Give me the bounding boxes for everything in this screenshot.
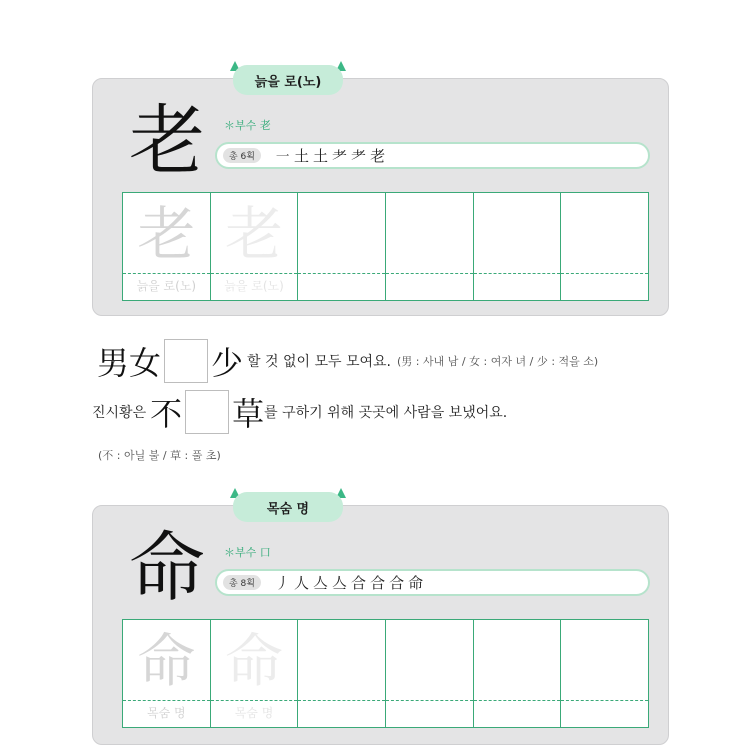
stroke-step: 土	[313, 147, 329, 165]
sentence-text: 를 구하기 위해 곳곳에 사람을 보냈어요.	[264, 405, 508, 421]
guide-line	[386, 273, 473, 274]
main-hanja: 老	[129, 96, 205, 185]
practice-cell[interactable]	[561, 193, 648, 300]
stroke-step: 亼	[332, 574, 348, 592]
card-title-tab	[233, 65, 343, 95]
stroke-step: 老	[370, 147, 386, 165]
guide-line	[561, 700, 648, 701]
stroke-step: 合	[351, 574, 367, 592]
exercise-sentence-1	[97, 336, 598, 386]
practice-cell[interactable]	[386, 620, 474, 727]
stroke-step: 命	[408, 574, 424, 592]
stroke-step: 耂	[351, 147, 367, 165]
stroke-step: 丿	[274, 574, 290, 592]
trace-label: 목숨 명	[147, 706, 186, 720]
trace-label: 목숨 명	[234, 706, 274, 720]
card-title-tab	[233, 492, 343, 522]
writing-grid	[122, 619, 649, 728]
sentence-hanja: 草	[232, 395, 265, 433]
radical-label: ＊부수 口	[224, 546, 271, 559]
guide-line	[474, 273, 561, 274]
practice-cell[interactable]	[123, 193, 211, 300]
practice-cell[interactable]	[211, 193, 299, 300]
guide-line	[474, 700, 561, 701]
hanja-card-old	[92, 74, 669, 316]
answer-box[interactable]	[185, 390, 229, 434]
guide-line	[211, 700, 298, 701]
sentence-hanja: 不	[150, 395, 183, 433]
card-title: 늙을 로(노)	[233, 65, 343, 95]
stroke-step: 合	[370, 574, 386, 592]
sentence-prefix: 진시황은	[92, 405, 147, 421]
practice-cell[interactable]	[123, 620, 211, 727]
guide-line	[561, 273, 648, 274]
guide-line	[123, 700, 210, 701]
guide-line	[298, 273, 385, 274]
main-hanja: 命	[129, 523, 205, 612]
practice-cell[interactable]	[211, 620, 299, 727]
stroke-sequence	[275, 145, 385, 166]
trace-hanja: 命	[137, 627, 196, 695]
stroke-step: 土	[294, 147, 310, 165]
trace-hanja: 命	[225, 627, 284, 695]
hanja-reading-note: (不 : 아닐 불 / 草 : 풀 초)	[98, 449, 221, 462]
trace-hanja: 老	[225, 200, 284, 268]
practice-cell[interactable]	[474, 620, 562, 727]
stroke-step: 耂	[332, 147, 348, 165]
card-title: 목숨 명	[233, 492, 343, 522]
stroke-step: ㇐	[274, 147, 290, 165]
stroke-order-bar	[215, 569, 650, 596]
stroke-step: 人	[294, 574, 310, 592]
stroke-sequence	[275, 572, 423, 593]
trace-hanja: 老	[137, 200, 196, 268]
stroke-step: 亼	[313, 574, 329, 592]
stroke-count-badge: 총 6획	[223, 148, 261, 163]
sentence-hanja: 男女	[97, 344, 162, 382]
answer-box[interactable]	[164, 339, 208, 383]
stroke-step: 合	[389, 574, 405, 592]
writing-grid	[122, 192, 649, 301]
guide-line	[298, 700, 385, 701]
hanja-card-life	[92, 501, 669, 745]
trace-label: 늙을 로(노)	[224, 279, 284, 293]
sentence-text: 할 것 없이 모두 모여요.	[247, 354, 391, 370]
hanja-reading-note: (男 : 사내 남 / 女 : 여자 녀 / 少 : 적을 소)	[397, 355, 599, 368]
trace-label: 늙을 로(노)	[136, 279, 197, 293]
practice-cell[interactable]	[474, 193, 562, 300]
stroke-count-badge: 총 8획	[223, 575, 261, 590]
radical-label: ＊부수 老	[224, 119, 271, 132]
stroke-order-bar	[215, 142, 650, 169]
exercise-sentence-2	[92, 388, 507, 436]
guide-line	[211, 273, 298, 274]
sentence-hanja: 少	[211, 344, 244, 382]
practice-cell[interactable]	[386, 193, 474, 300]
practice-cell[interactable]	[298, 193, 386, 300]
guide-line	[123, 273, 210, 274]
practice-cell[interactable]	[561, 620, 648, 727]
guide-line	[386, 700, 473, 701]
practice-cell[interactable]	[298, 620, 386, 727]
